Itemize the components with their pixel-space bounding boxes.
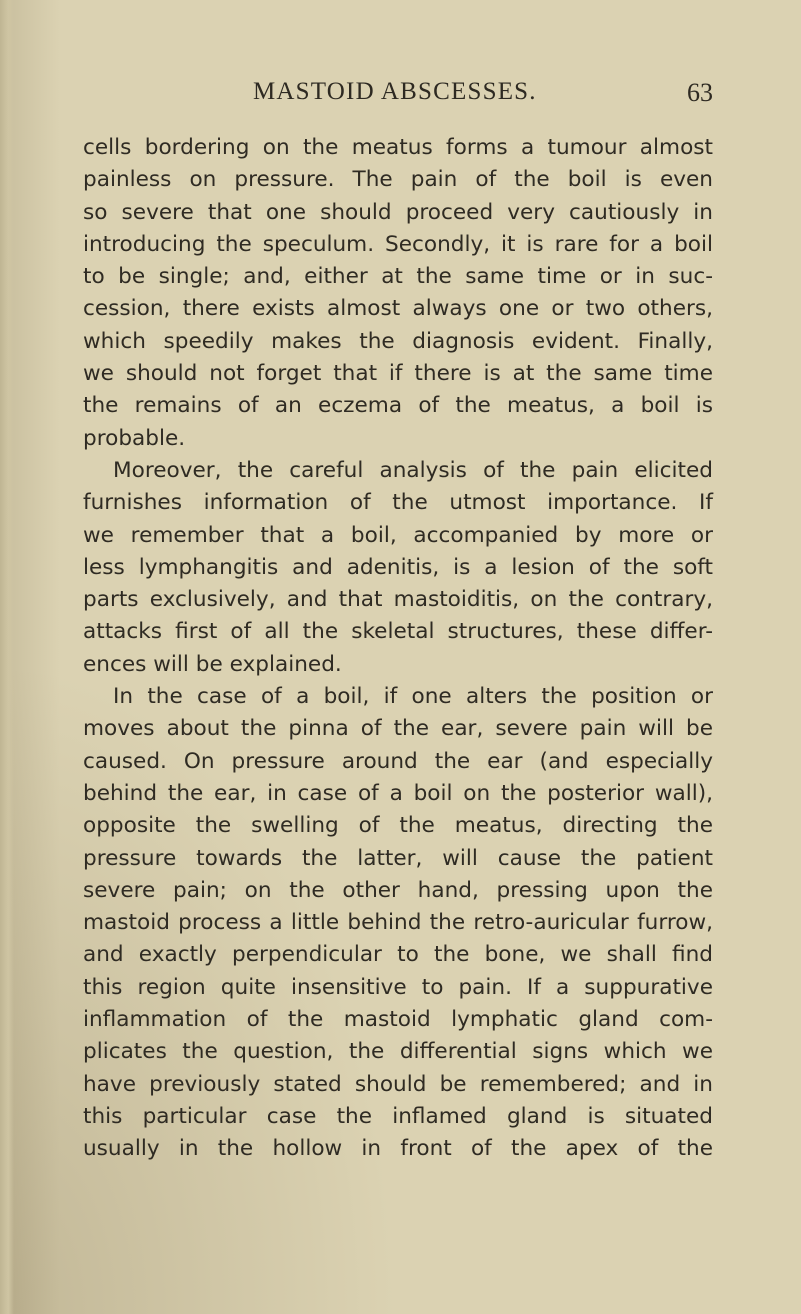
text-line: and exactly perpendicular to the bone, we shall find [83,942,713,968]
text-line: mastoid process a little behind the retro-auricular furrow, [83,910,713,936]
body-text [83,132,713,1166]
running-title: MASTOID ABSCESSES. [253,78,537,105]
text-line: caused. On pressure around the ear (and especially [83,748,713,774]
text-line: severe pain; on the other hand, pressing upon the [83,877,713,903]
text-line: painless on pressure. The pain of the boil is even [83,167,713,193]
page-gutter-shadow [0,0,14,1314]
text-line: which speedily makes the diagnosis evident. Finally, [83,328,713,354]
text-line: usually in the hollow in front of the apex of the [83,1136,713,1162]
text-line: this particular case the inflamed gland is situated [83,1103,713,1129]
text-line: less lymphangitis and adenitis, is a lesion of the soft [83,554,713,580]
text-line: to be single; and, either at the same time or in suc- [83,264,713,290]
text-line: introducing the speculum. Secondly, it is rare for a boil [83,231,713,257]
text-line: parts exclusively, and that mastoiditis, on the contrary, [83,587,713,613]
text-line: moves about the pinna of the ear, severe pain will be [83,716,713,742]
text-line: opposite the swelling of the meatus, directing the [83,813,713,839]
text-line: attacks first of all the skeletal structures, these differ- [83,619,713,645]
text-line: plicates the question, the differential signs which we [83,1039,713,1065]
text-line: so severe that one should proceed very cautiously in [83,199,713,225]
running-head [253,78,713,110]
text-line: cells bordering on the meatus forms a tumour almost [83,135,713,160]
text-line: In the case of a boil, if one alters the position or [113,684,713,710]
text-line: inflammation of the mastoid lymphatic gland com- [83,1007,713,1033]
text-line: we remember that a boil, accompanied by more or [83,522,713,548]
text-line: cession, there exists almost always one or two others, [83,296,713,322]
text-line: furnishes information of the utmost importance. If [83,490,713,516]
text-line: we should not forget that if there is at the same time [83,361,713,387]
text-line: behind the ear, in case of a boil on the posterior wall), [83,780,713,806]
text-line: the remains of an eczema of the meatus, a boil is [83,393,713,419]
text-line: this region quite insensitive to pain. If a suppurative [83,974,713,1000]
text-line: ences will be explained. [83,651,342,677]
text-line: pressure towards the latter, will cause the patient [83,845,713,871]
text-line: Moreover, the careful analysis of the pain elicited [113,457,713,483]
text-line: have previously stated should be remembered; and in [83,1071,713,1097]
page-number: 63 [687,78,713,107]
text-line: probable. [83,425,186,451]
